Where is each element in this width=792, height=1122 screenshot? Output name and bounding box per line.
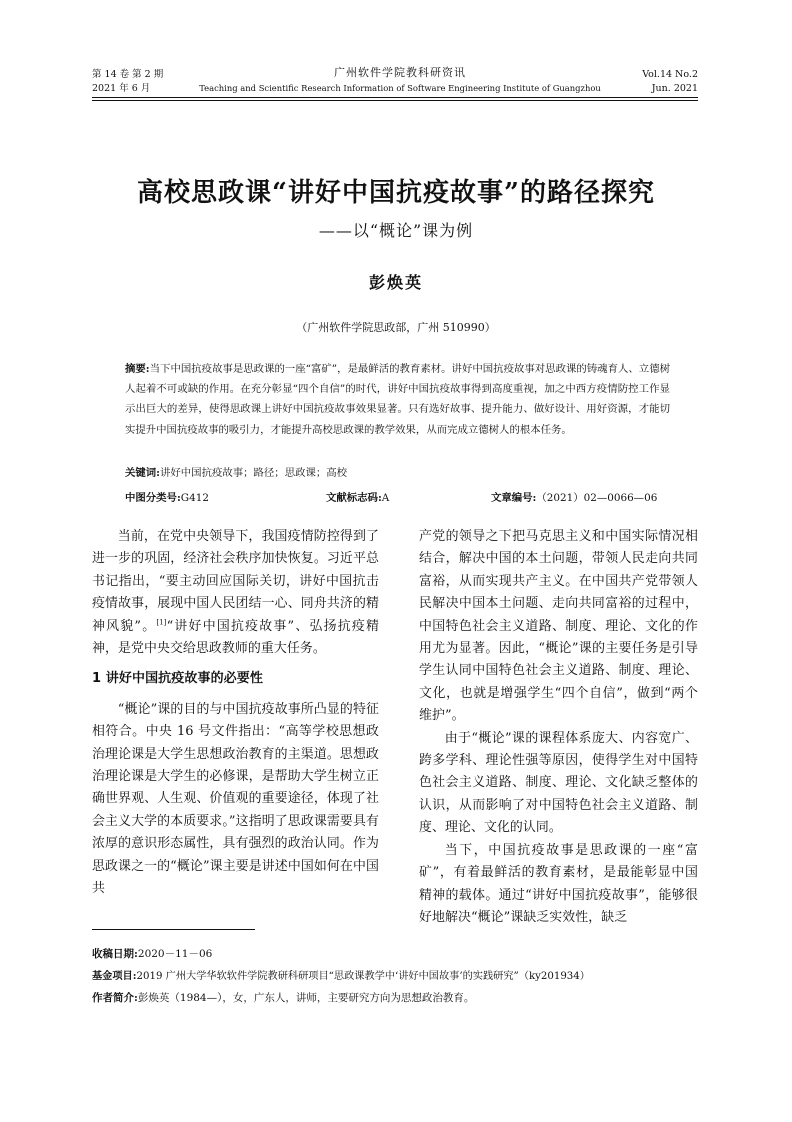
document-code <box>326 489 389 504</box>
keywords-label: 关键词: <box>125 467 161 479</box>
article-no-value: （2021）02—0066—06 <box>536 492 658 504</box>
journal-name-cn: 广州软件学院教科研资讯 <box>334 66 466 79</box>
journal-volume-en <box>598 68 698 96</box>
keywords <box>125 464 670 479</box>
bio-label: 作者简介: <box>92 992 138 1004</box>
volume-issue: 第 14 卷 第 2 期 <box>92 69 164 80</box>
issue-date-en: Jun. 2021 <box>651 83 698 94</box>
keywords-text: 讲好中国抗疫故事；路径；思政课；高校 <box>160 467 348 479</box>
author-name: 彭焕英 <box>368 273 423 292</box>
clc-value: G412 <box>180 492 209 504</box>
received-label: 收稿日期: <box>92 948 138 960</box>
body-paragraph: 产党的领导之下把马克思主义和中国实际情况相结合，解决中国的本土问题，带领人民走向共同富裕，从而实现共产主义。在中国共产党带领人民解决中国本土问题、走向共同富裕的过程中，中国特色社会主义道路、制度、理论、文化的作用尤为显著。因此，“概论”课的主要任务是引导学生认同中国特色社会主义道路、制度、理论、文化，也就是增强学生“四个自信”，做到“两个维护”。 <box>419 529 698 724</box>
fund-label: 基金项目: <box>92 970 137 982</box>
clc-label: 中图分类号: <box>125 492 181 504</box>
bio-text: 彭焕英（1984—），女，广东人，讲师，主要研究方向为思想政治教育。 <box>137 992 475 1004</box>
article-subtitle: ——以“概论”课为例 <box>318 221 474 240</box>
doc-code-value: A <box>381 492 390 504</box>
header-rule-thin <box>92 100 698 101</box>
author-affiliation: （广州软件学院思政部，广州 510990） <box>296 321 496 334</box>
volume-issue-en: Vol.14 No.2 <box>642 69 698 80</box>
paragraph-text: 当前，在党中央领导下，我国疫情防控得到了进一步的巩固，经济社会秩序加快恢复。习近平总书记指出，“要主动回应国际关切，讲好中国抗击疫情故事，展现中国人民团结一心、同舟共济的精神风貌”。 <box>92 529 379 634</box>
body-paragraph: 由于“概论”课的课程体系庞大、内容宽广、跨多学科、理论性强等原因，使得学生对中国特色社会主义道路、制度、理论、文化缺乏整体的认识，从而影响了对中国特色社会主义道路、制度、理论、文化的认同。 <box>419 730 698 836</box>
issue-date: 2021 年 6 月 <box>92 83 151 94</box>
body-left-column <box>92 526 379 901</box>
journal-name <box>180 66 620 95</box>
body-paragraph <box>92 526 379 660</box>
received-date: 2020－11－06 <box>137 948 213 960</box>
paragraph-text: “讲好中国抗疫故事”、弘扬抗疫精神，是党中央交给思政教师的重大任务。 <box>92 618 379 657</box>
article-number <box>491 489 657 504</box>
footnote-received <box>92 943 712 965</box>
abstract-text: 当下中国抗疫故事是思政课的一座“富矿”，是最鲜活的教育素材。讲好中国抗疫故事对思政课的铸魂育人、立德树人起着不可或缺的作用。在充分彰显“四个自信”的时代，讲好中国抗疫故事得到高度重视，加之中西方疫情防控工作显示出巨大的差异，使得思政课上讲好中国抗疫故事效果显著。只有选好故事、提升能力、做好设计、用好资源，才能切实提升中国抗疫故事的吸引力，才能提升高校思政课的教学效果，从而完成立德树人的根本任务。 <box>125 363 670 436</box>
footnote-author-bio <box>92 987 712 1009</box>
body-paragraph: “概论”课的目的与中国抗疫故事所凸显的特征相符合。中央 16 号文件指出：“高等学校思想政治理论课是大学生思想政治教育的主渠道。思想政治理论课是大学生的必修课，是帮助大学生树立正确世界观、人生观、价值观的重要途径，体现了社会主义大学的本质要求。”这指明了思政课需要具有浓厚的意识形态属性，具有强烈的政治认同。作为思政课之一的“概论”课主要是讲述中国如何在中国共 <box>92 701 379 897</box>
header-rule-thick <box>92 97 698 98</box>
doc-code-label: 文献标志码: <box>326 492 382 504</box>
footnote-fund <box>92 965 712 988</box>
abstract <box>125 359 670 440</box>
clc-number <box>125 489 209 504</box>
body-right-column <box>419 526 698 929</box>
body-paragraph: 当下，中国抗疫故事是思政课的一座“富矿”，有着最鲜活的教育素材，是最能彰显中国精神的载体。通过“讲好中国抗疫故事”，能够很好地解决“概论”课缺乏实效性，缺乏 <box>419 842 698 925</box>
footnote-rule <box>92 929 255 930</box>
journal-name-en: Teaching and Scientific Research Information of Software Engineering Institute of Guangzhou <box>199 83 601 93</box>
fund-text: 2019 广州大学华软软件学院教研科研项目“思政课教学中‘讲好中国故事’的实践研究”（ky201934） <box>136 971 590 982</box>
abstract-label: 摘要: <box>125 363 150 375</box>
article-title: 高校思政课“讲好中国抗疫故事”的路径探究 <box>137 178 655 208</box>
section-heading: 1 讲好中国抗疫故事的必要性 <box>92 671 263 687</box>
citation-ref: [1] <box>156 618 167 627</box>
article-no-label: 文章编号: <box>491 492 537 504</box>
